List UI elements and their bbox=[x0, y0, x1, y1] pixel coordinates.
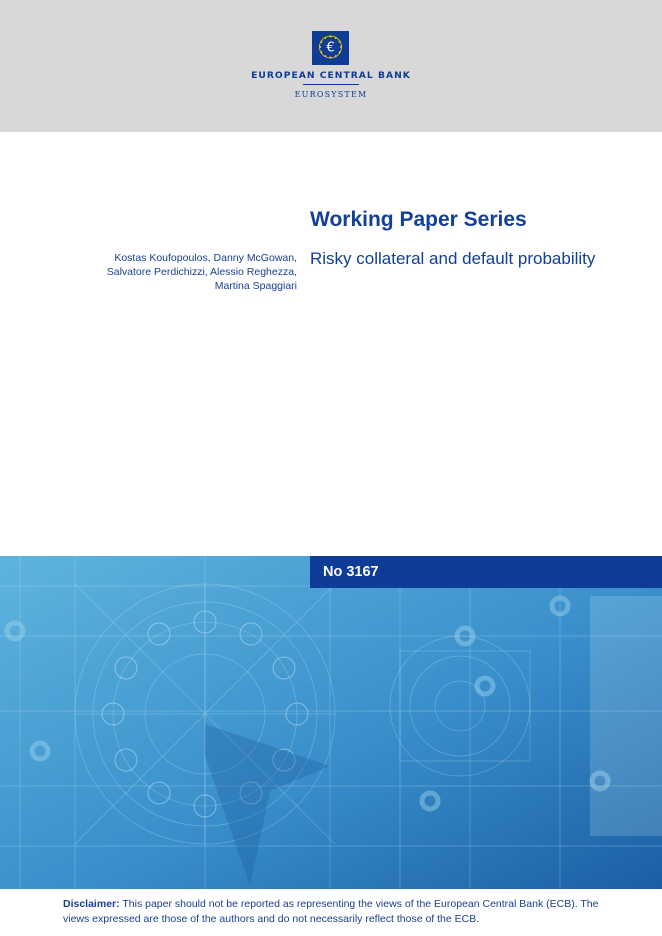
euro-stars-emblem-icon bbox=[312, 31, 349, 65]
system-name: EUROSYSTEM bbox=[294, 90, 368, 99]
svg-text:€: € bbox=[326, 40, 335, 56]
author-line: Kostas Koufopoulos, Danny McGowan, bbox=[114, 252, 297, 264]
author-line: Martina Spaggiari bbox=[214, 280, 297, 292]
paper-title: Risky collateral and default probability bbox=[310, 249, 596, 268]
disclaimer-text: This paper should not be reported as representing the views of the European Central Bank (ECB). The views expressed are those of the authors and do not necessarily reflect those of the ECB. bbox=[63, 898, 599, 925]
series-title: Working Paper Series bbox=[310, 208, 527, 231]
issue-number: No 3167 bbox=[323, 564, 379, 580]
issue-number-box bbox=[310, 556, 662, 588]
euro-blueprint-graphic-icon bbox=[0, 556, 662, 889]
author-line: Salvatore Perdichizzi, Alessio Reghezza, bbox=[106, 266, 297, 278]
disclaimer-label: Disclaimer: bbox=[63, 898, 120, 910]
author-list bbox=[107, 251, 297, 293]
disclaimer bbox=[63, 897, 623, 926]
header-band bbox=[0, 0, 662, 132]
bank-name: EUROPEAN CENTRAL BANK bbox=[251, 70, 411, 81]
logo-divider bbox=[303, 84, 359, 85]
